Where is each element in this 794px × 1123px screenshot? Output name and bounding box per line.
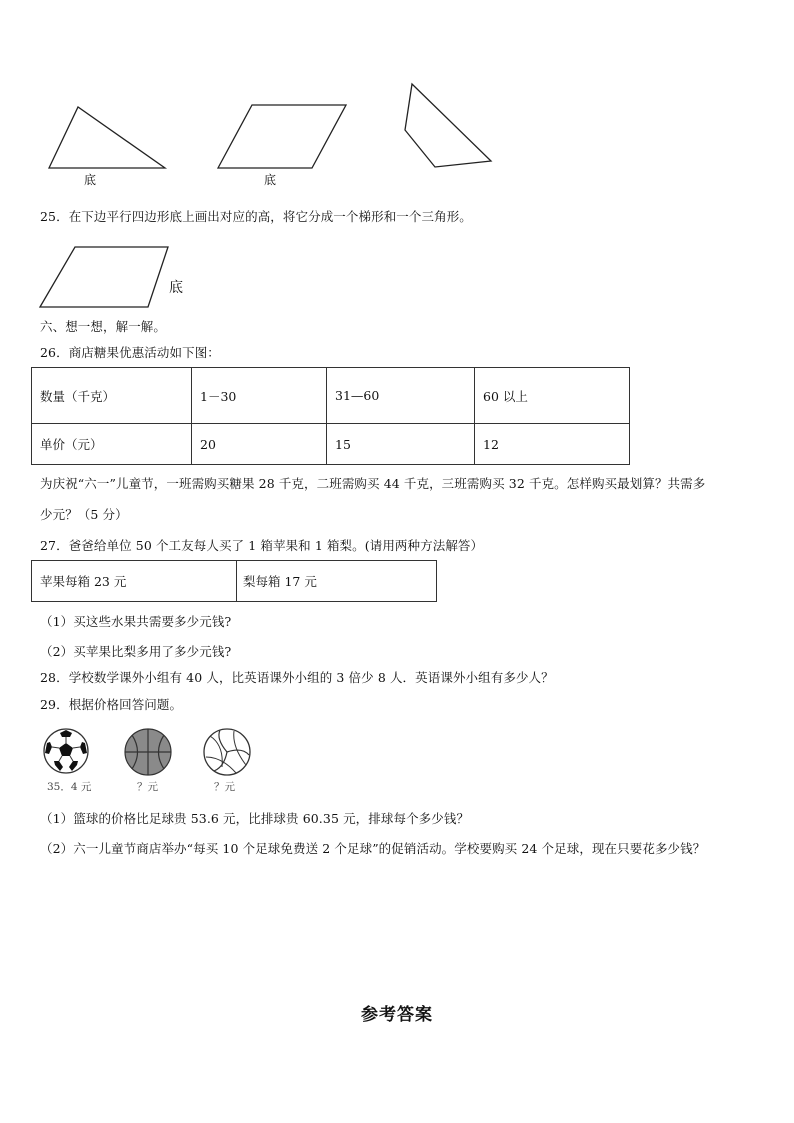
basketball-icon: [123, 727, 173, 777]
fruit-price-table: [31, 560, 437, 602]
triangle-base-label: 底: [84, 173, 97, 187]
soccer-ball-icon: [42, 727, 90, 775]
table-cell: 15: [327, 424, 475, 465]
table-cell: 苹果每箱 23 元: [32, 561, 237, 602]
q29-text: 29．根据价格回答问题。: [40, 697, 183, 712]
q27-sub2: （2）买苹果比梨多用了多少元钱?: [40, 644, 232, 659]
table-cell: 60 以上: [475, 368, 630, 424]
q26-question-line2: 少元？（5 分）: [40, 507, 128, 522]
section-six-title: 六、想一想，解一解。: [40, 319, 167, 334]
trapezoid-figure: [398, 80, 498, 175]
parallelogram-figure: [212, 100, 357, 180]
table-cell: 1－30: [192, 368, 327, 424]
q28-text: 28．学校数学课外小组有 40 人，比英语课外小组的 3 倍少 8 人．英语课外小组有多少人？: [40, 670, 554, 685]
q27-sub1: （1）买这些水果共需要多少元钱?: [40, 614, 232, 629]
answer-key-title: 参考答案: [361, 1005, 433, 1025]
table-cell: 20: [192, 424, 327, 465]
volleyball-price: ？元: [214, 781, 235, 793]
q27-text: 27．爸爸给单位 50 个工友每人买了 1 箱苹果和 1 箱梨。(请用两种方法解答）: [40, 538, 484, 553]
parallelogram-base-label: 底: [264, 173, 277, 187]
q26-text: 26．商店糖果优惠活动如下图：: [40, 345, 220, 360]
q25-parallelogram: [38, 244, 173, 312]
q25-base-label: 底: [169, 280, 183, 296]
table-cell: 12: [475, 424, 630, 465]
triangle-figure: [40, 100, 180, 180]
q29-sub2: （2）六一儿童节商店举办“每买 10 个足球免费送 2 个足球”的促销活动。学校要购买 24 个足球，现在只要花多少钱？: [40, 841, 706, 856]
candy-price-table: [31, 367, 630, 465]
table-cell: 梨每箱 17 元: [237, 561, 437, 602]
q25-text: 25．在下边平行四边形底上画出对应的高，将它分成一个梯形和一个三角形。: [40, 209, 472, 224]
q29-sub1: （1）篮球的价格比足球贵 53.6 元，比排球贵 60.35 元，排球每个多少钱？: [40, 811, 470, 826]
basketball-price: ？元: [137, 781, 158, 793]
soccer-price: 35．4 元: [47, 781, 92, 793]
table-cell: 31—60: [327, 368, 475, 424]
q26-question-line1: 为庆祝“六一”儿童节，一班需购买糖果 28 千克，二班需购买 44 千克，三班需购买 32 千克。怎样购买最划算？共需多: [40, 476, 706, 491]
volleyball-icon: [202, 727, 252, 777]
table-cell: 数量（千克）: [32, 368, 192, 424]
table-cell: 单价（元）: [32, 424, 192, 465]
